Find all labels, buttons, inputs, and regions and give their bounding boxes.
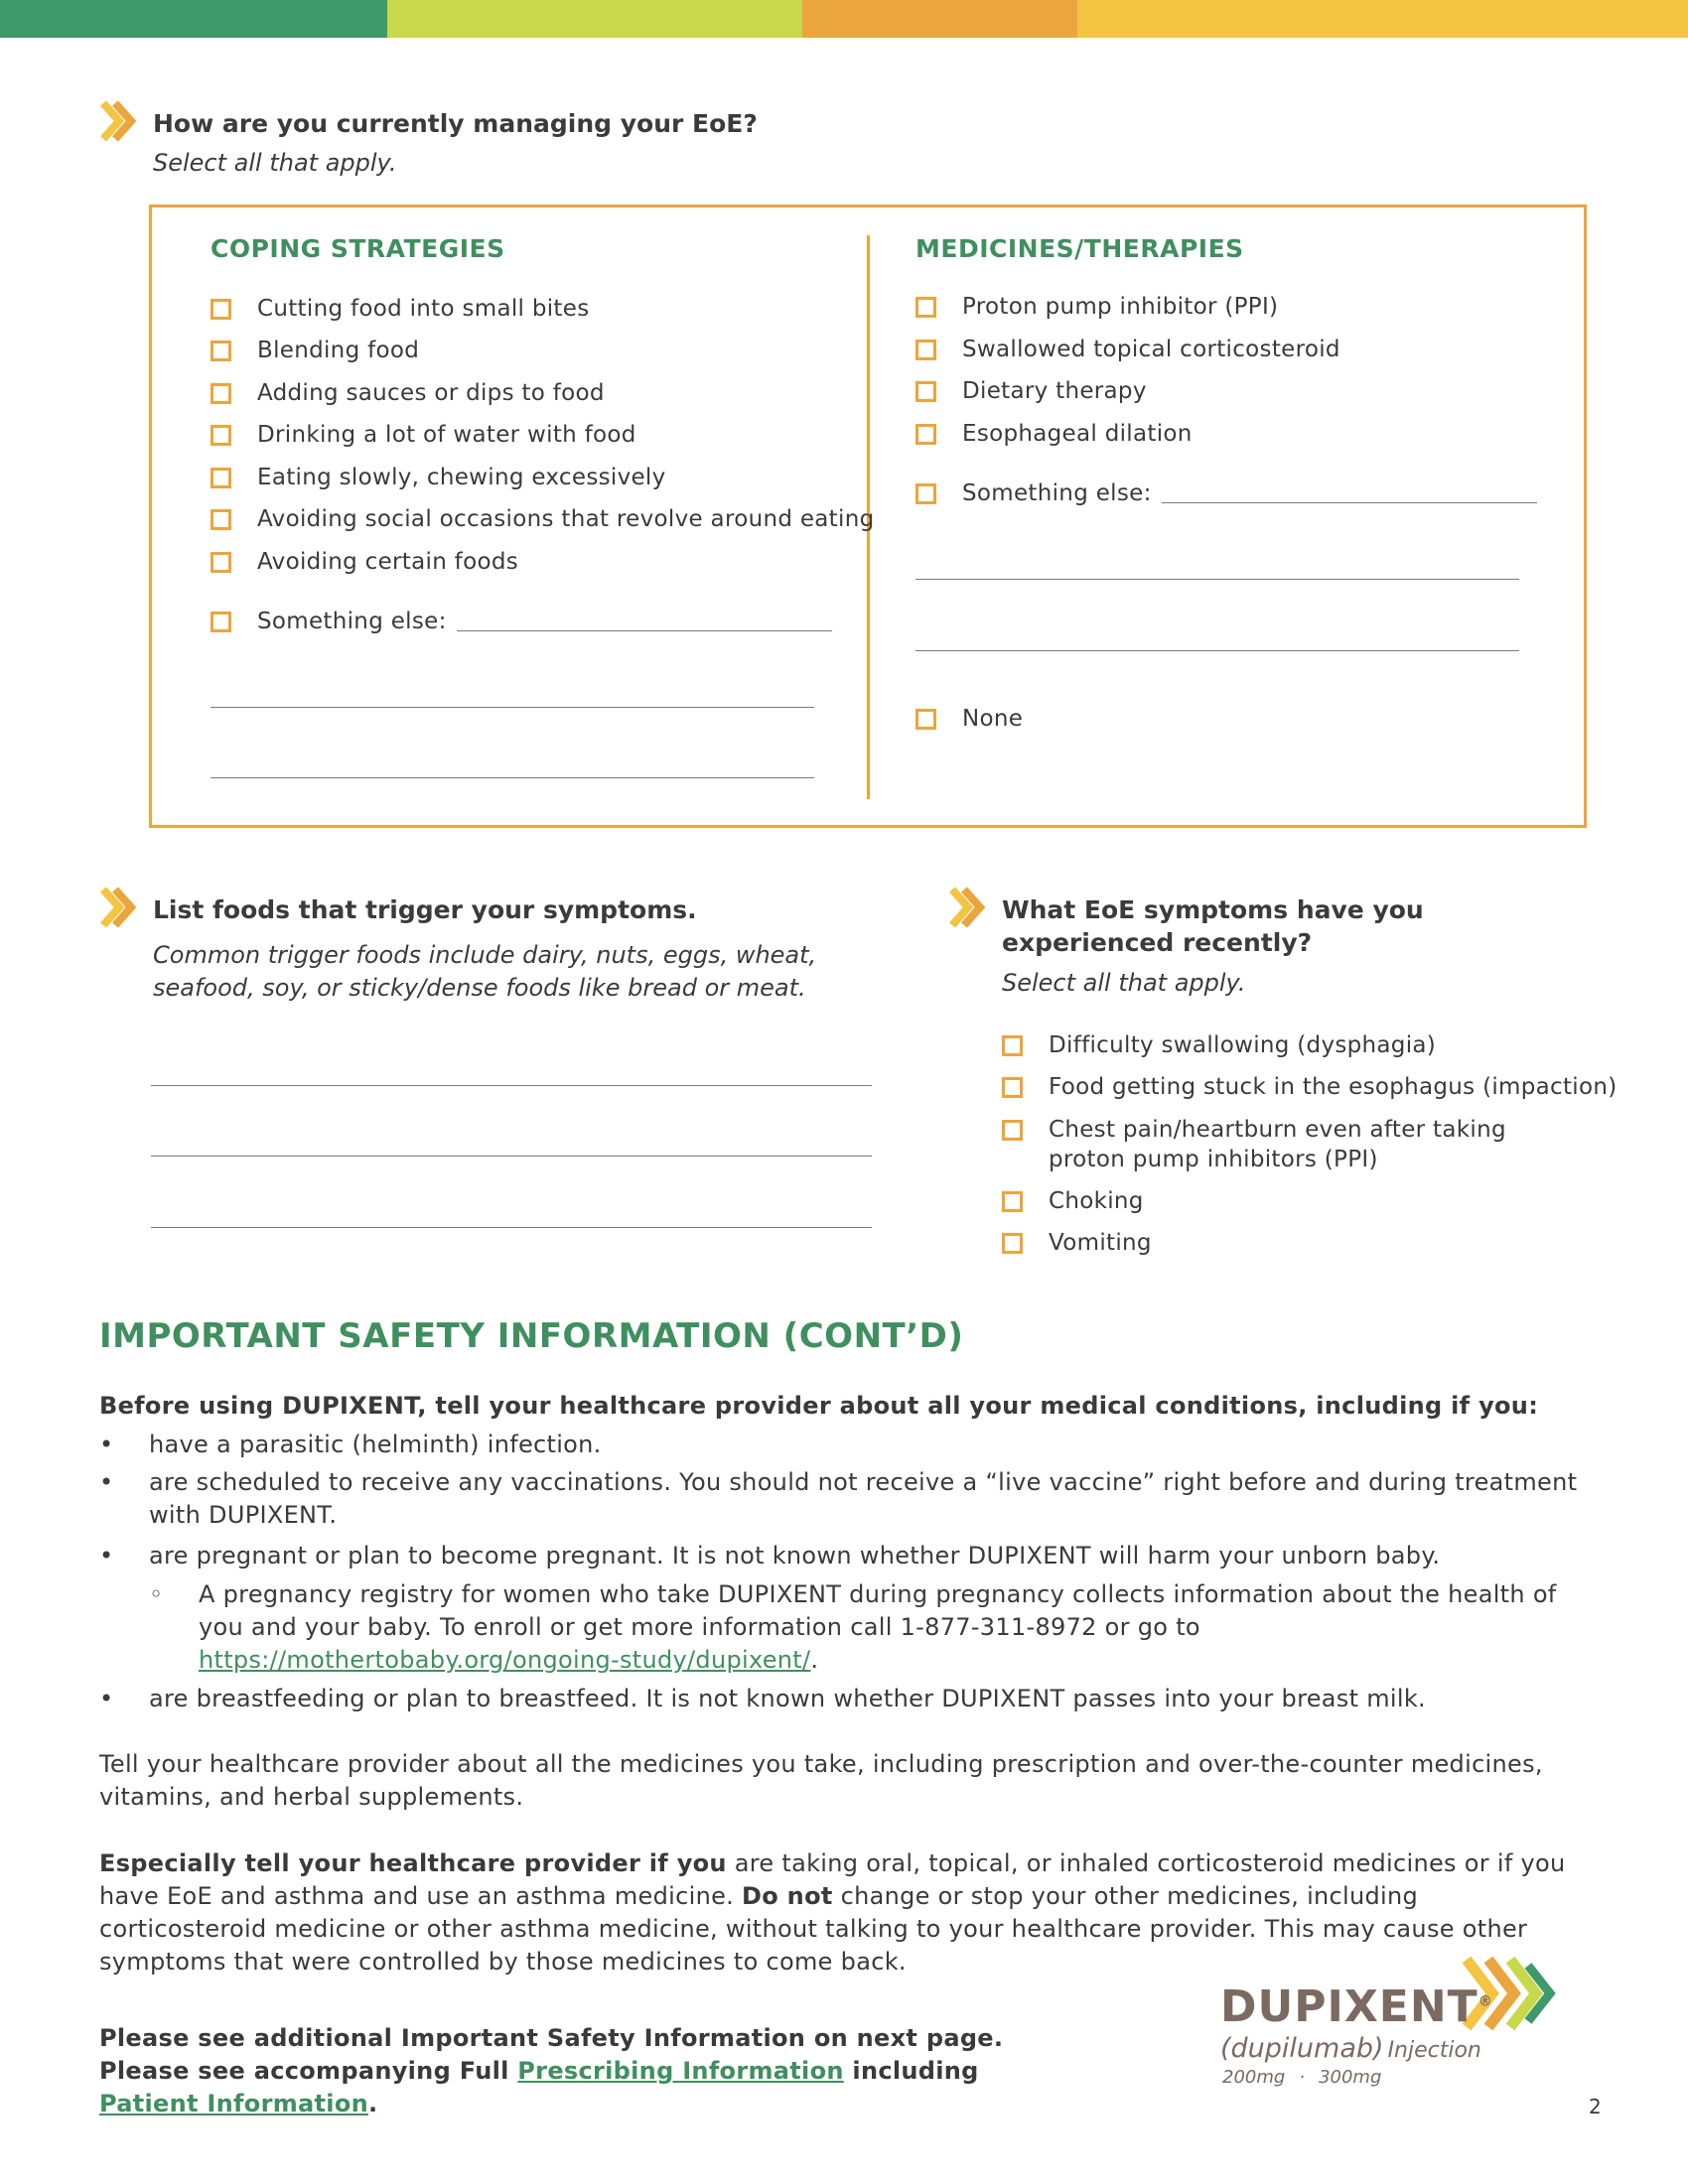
medicine-option-other[interactable]: Something else: — [915, 482, 1537, 508]
question-1-title: How are you currently managing your EoE? — [153, 109, 758, 138]
logo-doses: 200mg · 300mg — [1222, 2067, 1382, 2088]
isi-bullet: • are scheduled to receive any vaccinations. You should not receive a “live vaccine” right before and during treatment with DUPIXENT. — [99, 1468, 1578, 1529]
medicine-option[interactable]: Dietary therapy — [915, 380, 1147, 406]
checkbox[interactable] — [211, 468, 231, 488]
coping-option[interactable]: Drinking a lot of water with food — [211, 424, 636, 450]
checkbox[interactable] — [211, 509, 231, 530]
question-2-title: List foods that trigger your symptoms. — [153, 895, 697, 924]
isi-bullet: • are pregnant or plan to become pregnant. It is not known whether DUPIXENT will harm your unborn baby. — [99, 1542, 1441, 1570]
checkbox[interactable] — [915, 340, 936, 360]
patient-information-link[interactable]: Patient Information — [99, 2090, 368, 2117]
coping-option[interactable]: Avoiding certain foods — [211, 551, 518, 577]
write-in-line[interactable] — [211, 707, 814, 708]
write-in-line[interactable] — [915, 650, 1519, 651]
write-in-line[interactable] — [1162, 482, 1537, 503]
checkbox[interactable] — [211, 425, 231, 446]
question-2-subtitle-line-2: seafood, soy, or sticky/dense foods like bread or meat. — [153, 974, 806, 1002]
symptom-option[interactable]: Chest pain/heartburn even after taking proton pump inhibitors (PPI) — [1002, 1119, 1558, 1174]
medicine-option-none[interactable]: None — [915, 708, 1023, 734]
chevron-arrow-icon — [97, 99, 141, 143]
checkbox[interactable] — [211, 552, 231, 573]
question-2-subtitle-line-1: Common trigger foods include dairy, nuts, eggs, wheat, — [153, 941, 817, 969]
medicine-option[interactable]: Swallowed topical corticosteroid — [915, 339, 1340, 364]
write-in-line[interactable] — [151, 1085, 872, 1086]
isi-sub-bullet: ◦ A pregnancy registry for women who take DUPIXENT during pregnancy collects information about the health of you and your baby. To enroll or get more information call 1-877-311-8972 or go to https://mothertobaby.org/ongoing-study/dupixent/. — [149, 1580, 1557, 1674]
isi-bullet: • are breastfeeding or plan to breastfeed. It is not known whether DUPIXENT passes into your breast milk. — [99, 1685, 1426, 1712]
checkbox[interactable] — [915, 424, 936, 445]
chevron-arrow-icon — [97, 886, 141, 929]
checkbox[interactable] — [211, 612, 231, 632]
isi-footer-note: Please see additional Important Safety Information on next page. Please see accompanying Full Prescribing Information including Patient Information. — [99, 2024, 1004, 2117]
medicine-option[interactable]: Esophageal dilation — [915, 423, 1193, 449]
chevron-arrow-icon — [946, 886, 990, 929]
symptom-option[interactable]: Vomiting — [1002, 1232, 1152, 1258]
medicines-therapies-heading: MEDICINES/THERAPIES — [915, 234, 1244, 263]
write-in-line[interactable] — [915, 579, 1519, 580]
checkbox[interactable] — [1002, 1233, 1023, 1254]
checkbox[interactable] — [211, 299, 231, 320]
checkbox[interactable] — [211, 383, 231, 404]
isi-heading: IMPORTANT SAFETY INFORMATION (CONT’D) — [99, 1316, 964, 1356]
question-1-subtitle: Select all that apply. — [153, 149, 397, 177]
checkbox[interactable] — [915, 297, 936, 318]
color-bar-segment-lime — [387, 0, 802, 38]
write-in-line[interactable] — [211, 777, 814, 778]
coping-option[interactable]: Adding sauces or dips to food — [211, 382, 605, 408]
color-bar-segment-yellow — [1077, 0, 1688, 38]
write-in-line[interactable] — [457, 611, 832, 631]
top-color-bar — [0, 0, 1688, 38]
write-in-line[interactable] — [151, 1156, 872, 1157]
checkbox[interactable] — [1002, 1120, 1023, 1141]
dupixent-logo — [1216, 1954, 1564, 2093]
write-in-line[interactable] — [151, 1227, 872, 1228]
coping-option-other[interactable]: Something else: — [211, 611, 832, 636]
isi-paragraph-medicines: Tell your healthcare provider about all the medicines you take, including prescription and over-the-counter medicines, vitamins, and herbal supplements. — [99, 1750, 1543, 1811]
isi-intro: Before using DUPIXENT, tell your healthcare provider about all your medical conditions, including if you: — [99, 1392, 1539, 1420]
symptom-option[interactable]: Difficulty swallowing (dysphagia) — [1002, 1034, 1436, 1060]
coping-option[interactable]: Eating slowly, chewing excessively — [211, 467, 666, 492]
coping-option[interactable]: Avoiding social occasions that revolve around eating — [211, 508, 874, 534]
checkbox[interactable] — [915, 381, 936, 402]
prescribing-information-link[interactable]: Prescribing Information — [517, 2057, 844, 2085]
color-bar-segment-green — [0, 0, 387, 38]
checkbox[interactable] — [211, 341, 231, 361]
question-3-title-line-2: experienced recently? — [1002, 928, 1313, 957]
isi-paragraph-corticosteroid: Especially tell your healthcare provider if you are taking oral, topical, or inhaled corticosteroid medicines or if you have EoE and asthma and use an asthma medicine. Do not change or stop your other medicines, including corticosteroid medicine or other asthma medicine, without talking to your healthcare provider. This may cause other symptoms that were controlled by those medicines to come back. — [99, 1849, 1566, 1976]
isi-bullet: • have a parasitic (helminth) infection. — [99, 1431, 602, 1458]
symptom-option[interactable]: Food getting stuck in the esophagus (impaction) — [1002, 1076, 1618, 1102]
checkbox[interactable] — [915, 483, 936, 504]
question-3-title-line-1: What EoE symptoms have you — [1002, 895, 1424, 924]
logo-brand-name: DUPIXENT® — [1220, 1981, 1493, 2032]
color-bar-segment-orange — [802, 0, 1077, 38]
logo-generic-name: (dupilumab) Injection — [1220, 2033, 1481, 2064]
medicine-option[interactable]: Proton pump inhibitor (PPI) — [915, 296, 1278, 322]
registry-link[interactable]: https://mothertobaby.org/ongoing-study/dupixent/ — [199, 1646, 811, 1674]
symptom-option[interactable]: Choking — [1002, 1190, 1144, 1216]
checkbox[interactable] — [1002, 1077, 1023, 1098]
checkbox[interactable] — [1002, 1191, 1023, 1212]
checkbox[interactable] — [915, 709, 936, 730]
checkbox[interactable] — [1002, 1035, 1023, 1056]
page-number: 2 — [1589, 2095, 1602, 2118]
coping-option[interactable]: Blending food — [211, 340, 419, 365]
coping-option[interactable]: Cutting food into small bites — [211, 298, 589, 324]
question-3-subtitle: Select all that apply. — [1002, 969, 1246, 997]
coping-strategies-heading: COPING STRATEGIES — [211, 234, 505, 263]
